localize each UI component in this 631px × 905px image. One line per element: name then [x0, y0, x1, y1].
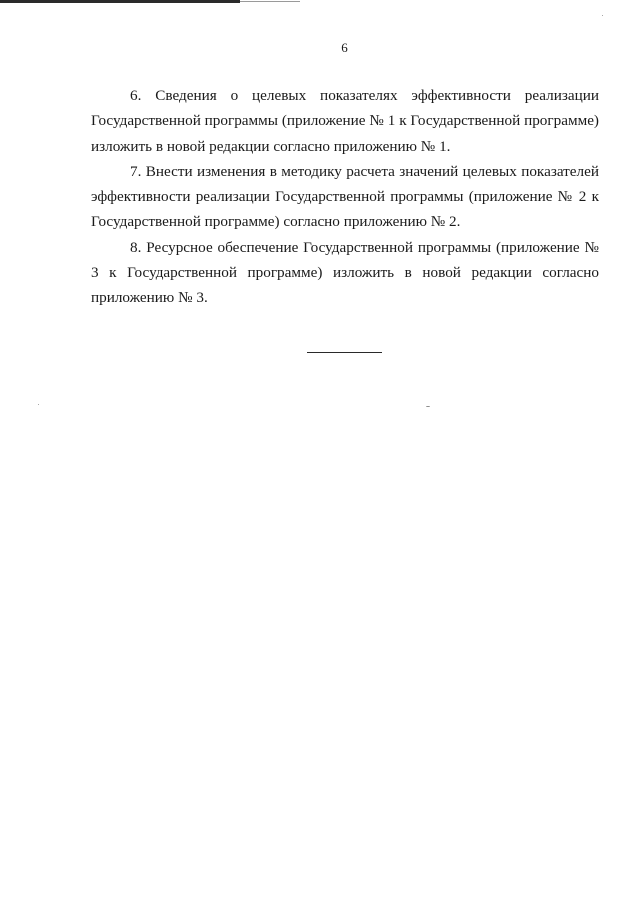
scan-top-edge-thin [240, 1, 300, 2]
paragraph-7: 7. Внести изменения в методику расчета значений целевых показателей эффективности реализации Государственной программы (приложение № 2 к Государственной программе) согласно приложению № 2. [91, 162, 599, 231]
page-number: 6 [341, 40, 348, 55]
paragraph-6: 6. Сведения о целевых показателях эффективности реализации Государственной программы (приложение № 1 к Государственной программе) изложить в новой редакции согласно приложению № 1. [91, 87, 599, 155]
paragraph-8: 8. Ресурсное обеспечение Государственной программы (приложение № 3 к Государственной программе) изложить в новой редакции согласно приложению № 3. [91, 238, 599, 307]
scan-speck [602, 15, 603, 16]
end-of-text-rule [307, 352, 382, 353]
scan-top-edge [0, 0, 240, 3]
document-body [91, 83, 599, 311]
scan-speck [38, 404, 39, 405]
scan-speck [426, 406, 430, 407]
